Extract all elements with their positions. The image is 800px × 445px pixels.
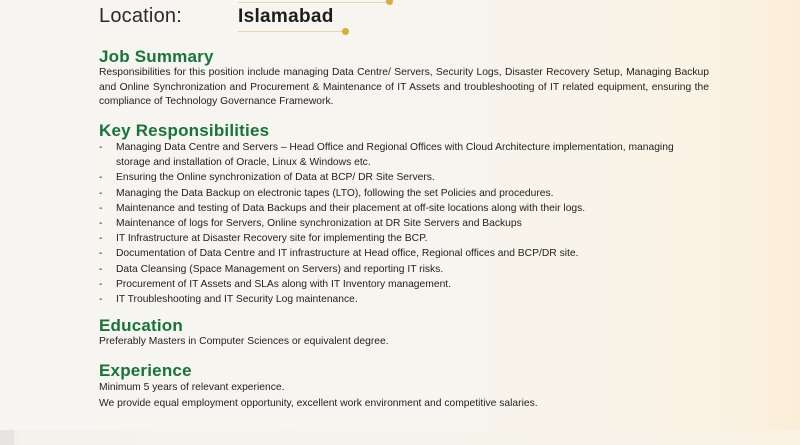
list-item	[99, 262, 709, 277]
list-item	[99, 277, 709, 292]
bullet-dash: -	[99, 218, 103, 230]
list-item	[99, 170, 709, 185]
list-item	[99, 246, 709, 261]
list-item-text: Managing Data Centre and Servers – Head Office and Regional Offices with Cloud Architecture implementation, managing storage and installation of Oracle, Linux & Windows etc.	[116, 142, 674, 169]
location-label: Location:	[99, 5, 182, 27]
list-item	[99, 140, 709, 170]
education-section	[99, 316, 709, 350]
experience-line: We provide equal employment opportunity, excellent work environment and competitive salaries.	[99, 397, 538, 409]
bullet-dash: -	[99, 187, 103, 199]
location-value: Islamabad	[238, 6, 334, 27]
bullet-dash: -	[99, 248, 103, 260]
bullet-dash: -	[99, 233, 103, 245]
list-item-text: Data Cleansing (Space Management on Servers) and reporting IT risks.	[116, 263, 444, 275]
list-item-text: Procurement of IT Assets and SLAs along with IT Inventory management.	[116, 278, 452, 290]
key-responsibilities-section	[99, 121, 709, 307]
top-field-underline	[238, 2, 388, 3]
bullet-dash: -	[99, 172, 103, 184]
bottom-shade	[0, 430, 800, 445]
list-item-text: Maintenance and testing of Data Backups and their placement at off-site locations along with their logs.	[116, 202, 586, 214]
location-underline-dot	[342, 28, 349, 35]
list-item	[99, 186, 709, 201]
bullet-dash: -	[99, 278, 103, 290]
list-item	[99, 216, 709, 231]
job-summary-section	[99, 47, 709, 110]
job-summary-heading: Job Summary	[99, 47, 214, 66]
list-item-text: Managing the Data Backup on electronic tapes (LTO), following the set Policies and procedures.	[116, 187, 554, 199]
experience-heading: Experience	[99, 361, 192, 380]
list-item-text: Maintenance of logs for Servers, Online synchronization at DR Site Servers and Backups	[116, 218, 522, 230]
list-item	[99, 201, 709, 216]
experience-line: Minimum 5 years of relevant experience.	[99, 382, 285, 393]
list-item-text: IT Infrastructure at Disaster Recovery site for implementing the BCP.	[116, 233, 428, 245]
list-item	[99, 292, 709, 307]
education-text: Preferably Masters in Computer Sciences or equivalent degree.	[99, 336, 389, 347]
education-heading: Education	[99, 316, 183, 335]
list-item	[99, 231, 709, 246]
top-field-underline-dot	[386, 0, 393, 5]
bullet-dash: -	[99, 202, 103, 214]
list-item-text: Ensuring the Online synchronization of Data at BCP/ DR Site Servers.	[116, 172, 435, 184]
experience-section	[99, 361, 709, 411]
bullet-dash: -	[99, 294, 103, 306]
key-responsibilities-heading: Key Responsibilities	[99, 121, 270, 140]
bottom-left-block	[0, 430, 14, 445]
bullet-dash: -	[99, 142, 103, 153]
list-item-text: IT Troubleshooting and IT Security Log maintenance.	[116, 294, 358, 306]
job-summary-text: Responsibilities for this position include managing Data Centre/ Servers, Security Logs, Disaster Recovery Setup, Managing Backup and Online Synchronization and Procurement & Maintenance of IT Assets and troubleshooting of IT related equipment, ensuring the compliance of Technology Governance Framework.	[99, 67, 709, 107]
location-underline	[238, 31, 344, 32]
list-item-text: Documentation of Data Centre and IT infrastructure at Head office, Regional offices and BCP/DR site.	[116, 248, 579, 260]
responsibilities-list	[99, 140, 709, 307]
bullet-dash: -	[99, 263, 103, 275]
